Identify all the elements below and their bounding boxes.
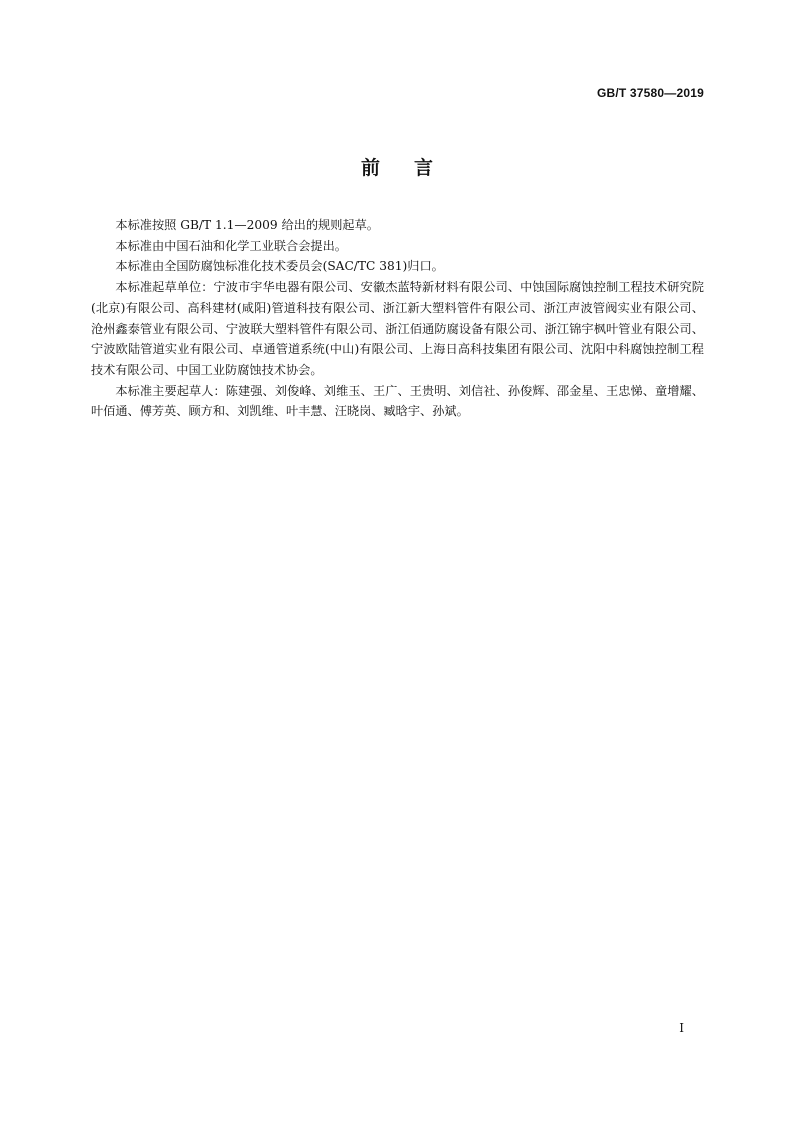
paragraph-committee: 本标准由全国防腐蚀标准化技术委员会(SAC/TC 381)归口。 [115, 259, 444, 274]
paragraph-drafters: 本标准主要起草人：陈建强、刘俊峰、刘维玉、王广、王贵明、刘信社、孙俊辉、邵金星、王忠悌、童增耀、叶佰通、傅芳英、顾方和、刘凯维、叶丰慧、汪晓岗、臧晗宇、孙斌。 [91, 383, 704, 419]
document-code: GB/T 37580—2019 [596, 86, 704, 100]
paragraph-drafting-units: 本标准起草单位：宁波市宇华电器有限公司、安徽杰蓝特新材料有限公司、中蚀国际腐蚀控制工程技术研究院(北京)有限公司、高科建材(咸阳)管道科技有限公司、浙江新大塑料管件有限公司、浙江声波管阀实业有限公司、沧州鑫泰管业有限公司、宁波联大塑料管件有限公司、浙江佰通防腐设备有限公司、浙江锦宇枫叶管业有限公司、宁波欧陆管道实业有限公司、卓通管道系统(中山)有限公司、上海日高科技集团有限公司、沈阳中科腐蚀控制工程技术有限公司、中国工业防腐蚀技术协会。 [91, 280, 704, 377]
page-number: I [679, 1021, 684, 1035]
paragraph-proposer: 本标准由中国石油和化学工业联合会提出。 [115, 238, 347, 253]
foreword-body [91, 215, 704, 422]
page-title: 前言 [360, 157, 467, 179]
paragraph-drafting-rules: 本标准按照 GB/T 1.1—2009 给出的规则起草。 [115, 218, 379, 232]
